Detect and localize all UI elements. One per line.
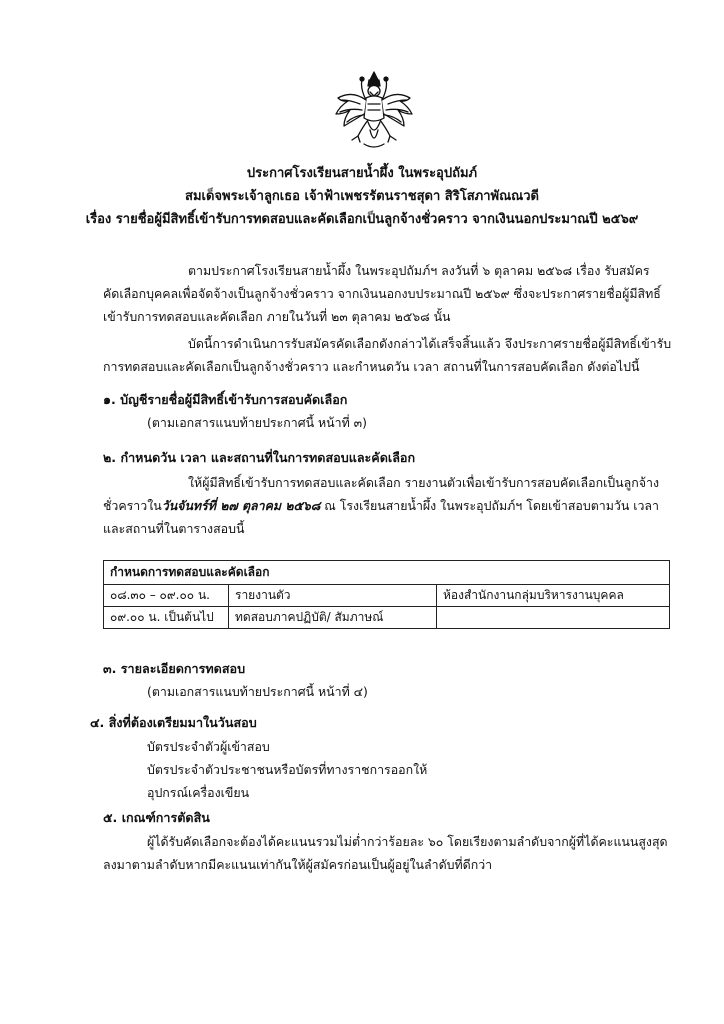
schedule-header: กำหนดการทดสอบและคัดเลือก <box>104 561 670 585</box>
schedule-activity-cell: รายงานตัว <box>229 585 437 607</box>
section2-line2 <box>103 497 659 515</box>
schedule-table <box>103 560 670 629</box>
intro-p2-line1: บัดนี้การดำเนินการรับสมัครคัดเลือกดังกล่าวได้เสร็จสิ้นแล้ว จึงประกาศรายชื่อผู้มีสิทธิ์เข้ารับ <box>188 336 672 351</box>
intro-p1-line2: คัดเลือกบุคคลเพื่อจัดจ้างเป็นลูกจ้างชั่วคราว จากเงินนอกงบประมาณปี ๒๕๖๙ ซึ่งจะประกาศรายชื่อผู้มีสิทธิ์ <box>103 286 661 301</box>
prep-item: อุปกรณ์เครื่องเขียน <box>147 785 250 800</box>
section1-heading: ๑. บัญชีรายชื่อผู้มีสิทธิ์เข้ารับการสอบคัดเลือก <box>103 392 348 407</box>
intro-p1-line3: เข้ารับการทดสอบและคัดเลือก ภายในวันที่ ๒๓ ตุลาคม ๒๕๖๘ นั้น <box>103 309 451 324</box>
prep-item: บัตรประจำตัวผู้เข้าสอบ <box>147 739 270 754</box>
section3-heading: ๓. รายละเอียดการทดสอบ <box>103 661 246 676</box>
title-line-1: ประกาศโรงเรียนสายน้ำผึ้ง ในพระอุปถัมภ์ <box>246 166 478 181</box>
schedule-place-cell: ห้องสำนักงานกลุ่มบริหารงานบุคคล <box>437 585 670 607</box>
section2-line3: และสถานที่ในตารางสอบนี้ <box>103 521 245 536</box>
section4-heading: ๔. สิ่งที่ต้องเตรียมมาในวันสอบ <box>90 715 257 730</box>
section5-line2: ลงมาตามลำดับหากมีคะแนนเท่ากันให้ผู้สมัครก่อนเป็นผู้อยู่ในลำดับที่ดีกว่า <box>103 857 493 872</box>
title-line-2: สมเด็จพระเจ้าลูกเธอ เจ้าฟ้าเพชรรัตนราชสุดา สิริโสภาพัณณวดี <box>185 189 539 204</box>
schedule-header-row <box>104 561 670 585</box>
section5-line1: ผู้ได้รับคัดเลือกจะต้องได้คะแนนรวมไม่ต่ำกว่าร้อยละ ๖๐ โดยเรียงตามลำดับจากผู้ที่ได้คะแนนสูงสุด <box>147 834 668 849</box>
section2-line2-post: ณ โรงเรียนสายน้ำผึ้ง ในพระอุปถัมภ์ฯ โดยเข้าสอบตามวัน เวลา <box>320 498 659 513</box>
section2-line2-pre: ชั่วคราวใน <box>103 498 162 513</box>
intro-p2-line2: การทดสอบและคัดเลือกเป็นลูกจ้างชั่วคราว และกำหนดวัน เวลา สถานที่ในการสอบคัดเลือก ดังต่อไปนี้ <box>103 359 640 374</box>
section2-line1: ให้ผู้มีสิทธิ์เข้ารับการทดสอบและคัดเลือก รายงานตัวเพื่อเข้ารับการสอบคัดเลือกเป็นลูกจ้าง <box>188 475 660 490</box>
schedule-time-cell: ๐๙.๐๐ น. เป็นต้นไป <box>104 607 229 629</box>
table-row <box>104 607 670 629</box>
subject-line: เรื่อง รายชื่อผู้มีสิทธิ์เข้ารับการทดสอบและคัดเลือกเป็นลูกจ้างชั่วคราว จากเงินนอกประมาณปี ๒๕๖๙ <box>85 212 639 227</box>
section1-note: (ตามเอกสารแนบท้ายประกาศนี้ หน้าที่ ๓) <box>147 415 367 430</box>
intro-p1-line1: ตามประกาศโรงเรียนสายน้ำผึ้ง ในพระอุปถัมภ์ฯ ลงวันที่ ๖ ตุลาคม ๒๕๖๘ เรื่อง รับสมัคร <box>188 263 650 278</box>
section5-heading: ๕. เกณฑ์การตัดสิน <box>103 810 210 825</box>
exam-date: วันจันทร์ที่ ๒๗ ตุลาคม ๒๕๖๘ <box>161 498 321 513</box>
schedule-activity-cell: ทดสอบภาคปฏิบัติ/ สัมภาษณ์ <box>229 607 437 629</box>
table-row <box>104 585 670 607</box>
schedule-place-cell <box>437 607 670 629</box>
section2-heading: ๒. กำหนดวัน เวลา และสถานที่ในการทดสอบและคัดเลือก <box>103 450 416 465</box>
garuda-emblem-icon <box>330 70 418 150</box>
schedule-time-cell: ๐๘.๓๐ – ๐๙.๐๐ น. <box>104 585 229 607</box>
prep-item: บัตรประจำตัวประชาชนหรือบัตรที่ทางราชการออกให้ <box>147 762 428 777</box>
section3-note: (ตามเอกสารแนบท้ายประกาศนี้ หน้าที่ ๔) <box>147 684 368 699</box>
